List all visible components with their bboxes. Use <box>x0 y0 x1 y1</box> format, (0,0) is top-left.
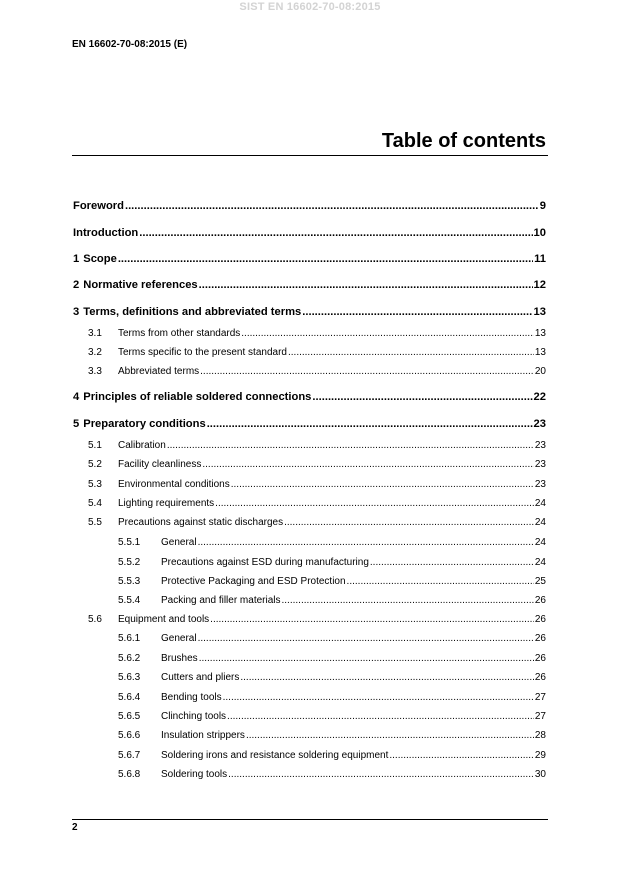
toc-entry-page: 27 <box>534 711 546 722</box>
toc-entry-5-6-1[interactable] <box>73 633 546 644</box>
toc-entry-text: Terms, definitions and abbreviated terms <box>83 306 302 318</box>
toc-entry-introduction[interactable] <box>73 227 546 239</box>
toc-entry-page: 25 <box>534 576 546 587</box>
toc-entry-page: 13 <box>534 347 546 358</box>
toc-entry-scope[interactable]: 1 Scope ..... 11 <box>73 253 546 265</box>
toc-entry-principles[interactable]: 4 Principles of reliable soldered connections ..... 22 <box>73 391 546 403</box>
toc-entry-text: Insulation strippers <box>161 730 245 741</box>
toc-entry-3-2[interactable] <box>73 347 546 358</box>
toc-entry-page: 11 <box>534 253 546 265</box>
toc-entry-number: 3.3 <box>88 366 102 377</box>
toc-entry-text: Environmental conditions <box>118 479 230 490</box>
toc-entry-text: Clinching tools <box>161 711 227 722</box>
toc-entry-text: Foreword <box>73 200 124 212</box>
toc-entry-text: Precautions against ESD during manufacturing <box>161 557 369 568</box>
toc-entry-page: 22 <box>533 391 546 403</box>
toc-entry-number: 5.6.3 <box>118 672 141 683</box>
toc-entry-text: Packing and filler materials <box>161 595 281 606</box>
toc-entry-number: 5.5.3 <box>118 576 141 587</box>
toc-entry-number: 5.3 <box>88 479 102 490</box>
toc-entry-number: 5.1 <box>88 440 102 451</box>
toc-entry-page: 23 <box>534 479 546 490</box>
toc-entry-page: 26 <box>534 672 546 683</box>
toc-entry-text: Brushes <box>161 653 198 664</box>
toc-entry-text: Soldering irons and resistance soldering equipment <box>161 750 389 761</box>
toc-entry-page: 26 <box>534 653 546 664</box>
toc-entry-page: 24 <box>534 537 546 548</box>
toc-entry-5-5-1[interactable] <box>73 537 546 548</box>
toc-entry-number: 5.5.2 <box>118 557 141 568</box>
toc-entry-page: 27 <box>534 692 546 703</box>
toc-entry-terms[interactable]: 3 Terms, definitions and abbreviated terms ..... 13 <box>73 306 546 318</box>
toc-entry-page: 26 <box>534 614 546 625</box>
toc-entry-number: 5.4 <box>88 498 102 509</box>
toc-entry-text: General <box>161 633 197 644</box>
toc-entry-5-6-4[interactable] <box>73 692 546 703</box>
toc-entry-page: 13 <box>534 328 546 339</box>
toc-entry-number: 5.6.6 <box>118 730 141 741</box>
toc-entry-page: 10 <box>533 227 546 239</box>
toc-entry-text: General <box>161 537 197 548</box>
toc-entry-text: Terms from other standards <box>118 328 241 339</box>
toc-entry-text: Scope <box>83 253 117 265</box>
toc-entry-text: Introduction <box>73 227 139 239</box>
toc-entry-3-3[interactable] <box>73 366 546 377</box>
toc-entry-page: 13 <box>533 306 546 318</box>
toc-entry-number: 5.5.1 <box>118 537 141 548</box>
toc-entry-3-1[interactable] <box>73 328 546 339</box>
document-id: EN 16602-70-08:2015 (E) <box>72 39 188 50</box>
toc-entry-text: Abbreviated terms <box>118 366 200 377</box>
toc-entry-preparatory-conditions[interactable]: 5 Preparatory conditions ..... 23 <box>73 418 546 430</box>
toc-entry-5-6-7[interactable] <box>73 750 546 761</box>
toc-entry-text: Facility cleanliness <box>118 459 202 470</box>
toc-entry-page: 29 <box>534 750 546 761</box>
watermark-text: SIST EN 16602-70-08:2015 <box>239 1 381 13</box>
page-title: Table of contents <box>381 130 546 152</box>
toc-entry-page: 24 <box>534 498 546 509</box>
toc-entry-text: Normative references <box>83 279 198 291</box>
toc-entry-number: 5.6.8 <box>118 769 141 780</box>
toc-entry-number: 5.2 <box>88 459 102 470</box>
toc-entry-5-6-2[interactable] <box>73 653 546 664</box>
toc-entry-text: Lighting requirements <box>118 498 215 509</box>
toc-entry-page: 24 <box>534 557 546 568</box>
toc-entry-5-5-2[interactable] <box>73 557 546 568</box>
toc-entry-page: 24 <box>534 517 546 528</box>
toc-entry-5-4[interactable] <box>73 498 546 509</box>
toc-entry-text: Principles of reliable soldered connections <box>83 391 312 403</box>
toc-entry-5-2[interactable] <box>73 459 546 470</box>
toc-entry-number: 3.2 <box>88 347 102 358</box>
toc-entry-text: Equipment and tools <box>118 614 210 625</box>
toc-entry-page: 9 <box>539 200 546 212</box>
page-number: 2 <box>72 822 78 833</box>
toc-entry-5-5[interactable] <box>73 517 546 528</box>
toc-entry-text: Terms specific to the present standard <box>118 347 287 358</box>
toc-entry-page: 30 <box>534 769 546 780</box>
toc-entry-5-6-5[interactable] <box>73 711 546 722</box>
title-divider <box>72 155 548 156</box>
toc-entry-number: 5.6.1 <box>118 633 141 644</box>
toc-entry-text: Cutters and pliers <box>161 672 240 683</box>
toc-entry-foreword[interactable] <box>73 200 546 212</box>
toc-entry-page: 28 <box>534 730 546 741</box>
toc-entry-page: 26 <box>534 633 546 644</box>
toc-entry-5-6-8[interactable] <box>73 769 546 780</box>
toc-entry-text: Precautions against static discharges <box>118 517 284 528</box>
toc-entry-page: 23 <box>534 459 546 470</box>
toc-entry-page: 20 <box>534 366 546 377</box>
toc-entry-number: 3.1 <box>88 328 102 339</box>
toc-entry-number: 5.6 <box>88 614 102 625</box>
toc-entry-page: 23 <box>533 418 546 430</box>
toc-entry-page: 23 <box>534 440 546 451</box>
toc-entry-number: 5.6.2 <box>118 653 141 664</box>
toc-entry-number: 5.5 <box>88 517 102 528</box>
toc-entry-text: Calibration <box>118 440 166 451</box>
toc-entry-text: Bending tools <box>161 692 222 703</box>
toc-entry-normative-references[interactable]: 2 Normative references ..... 12 <box>73 279 546 291</box>
toc-entry-5-3[interactable] <box>73 479 546 490</box>
toc-entry-5-6-3[interactable] <box>73 672 546 683</box>
footer-divider <box>72 819 548 820</box>
toc-entry-page: 26 <box>534 595 546 606</box>
toc-entry-5-6-6[interactable] <box>73 730 546 741</box>
toc-entry-number: 5.6.4 <box>118 692 141 703</box>
toc-entry-5-6[interactable] <box>73 614 546 625</box>
toc-entry-number: 5.6.5 <box>118 711 141 722</box>
toc-entry-number: 5.5.4 <box>118 595 141 606</box>
toc-entry-5-1[interactable] <box>73 440 546 451</box>
toc-entry-5-5-4[interactable] <box>73 595 546 606</box>
toc-entry-text: Soldering tools <box>161 769 228 780</box>
toc-entry-number: 5.6.7 <box>118 750 141 761</box>
toc-entry-page: 12 <box>533 279 546 291</box>
toc-entry-text: Protective Packaging and ESD Protection <box>161 576 346 587</box>
toc-entry-5-5-3[interactable] <box>73 576 546 587</box>
toc-entry-text: Preparatory conditions <box>83 418 206 430</box>
